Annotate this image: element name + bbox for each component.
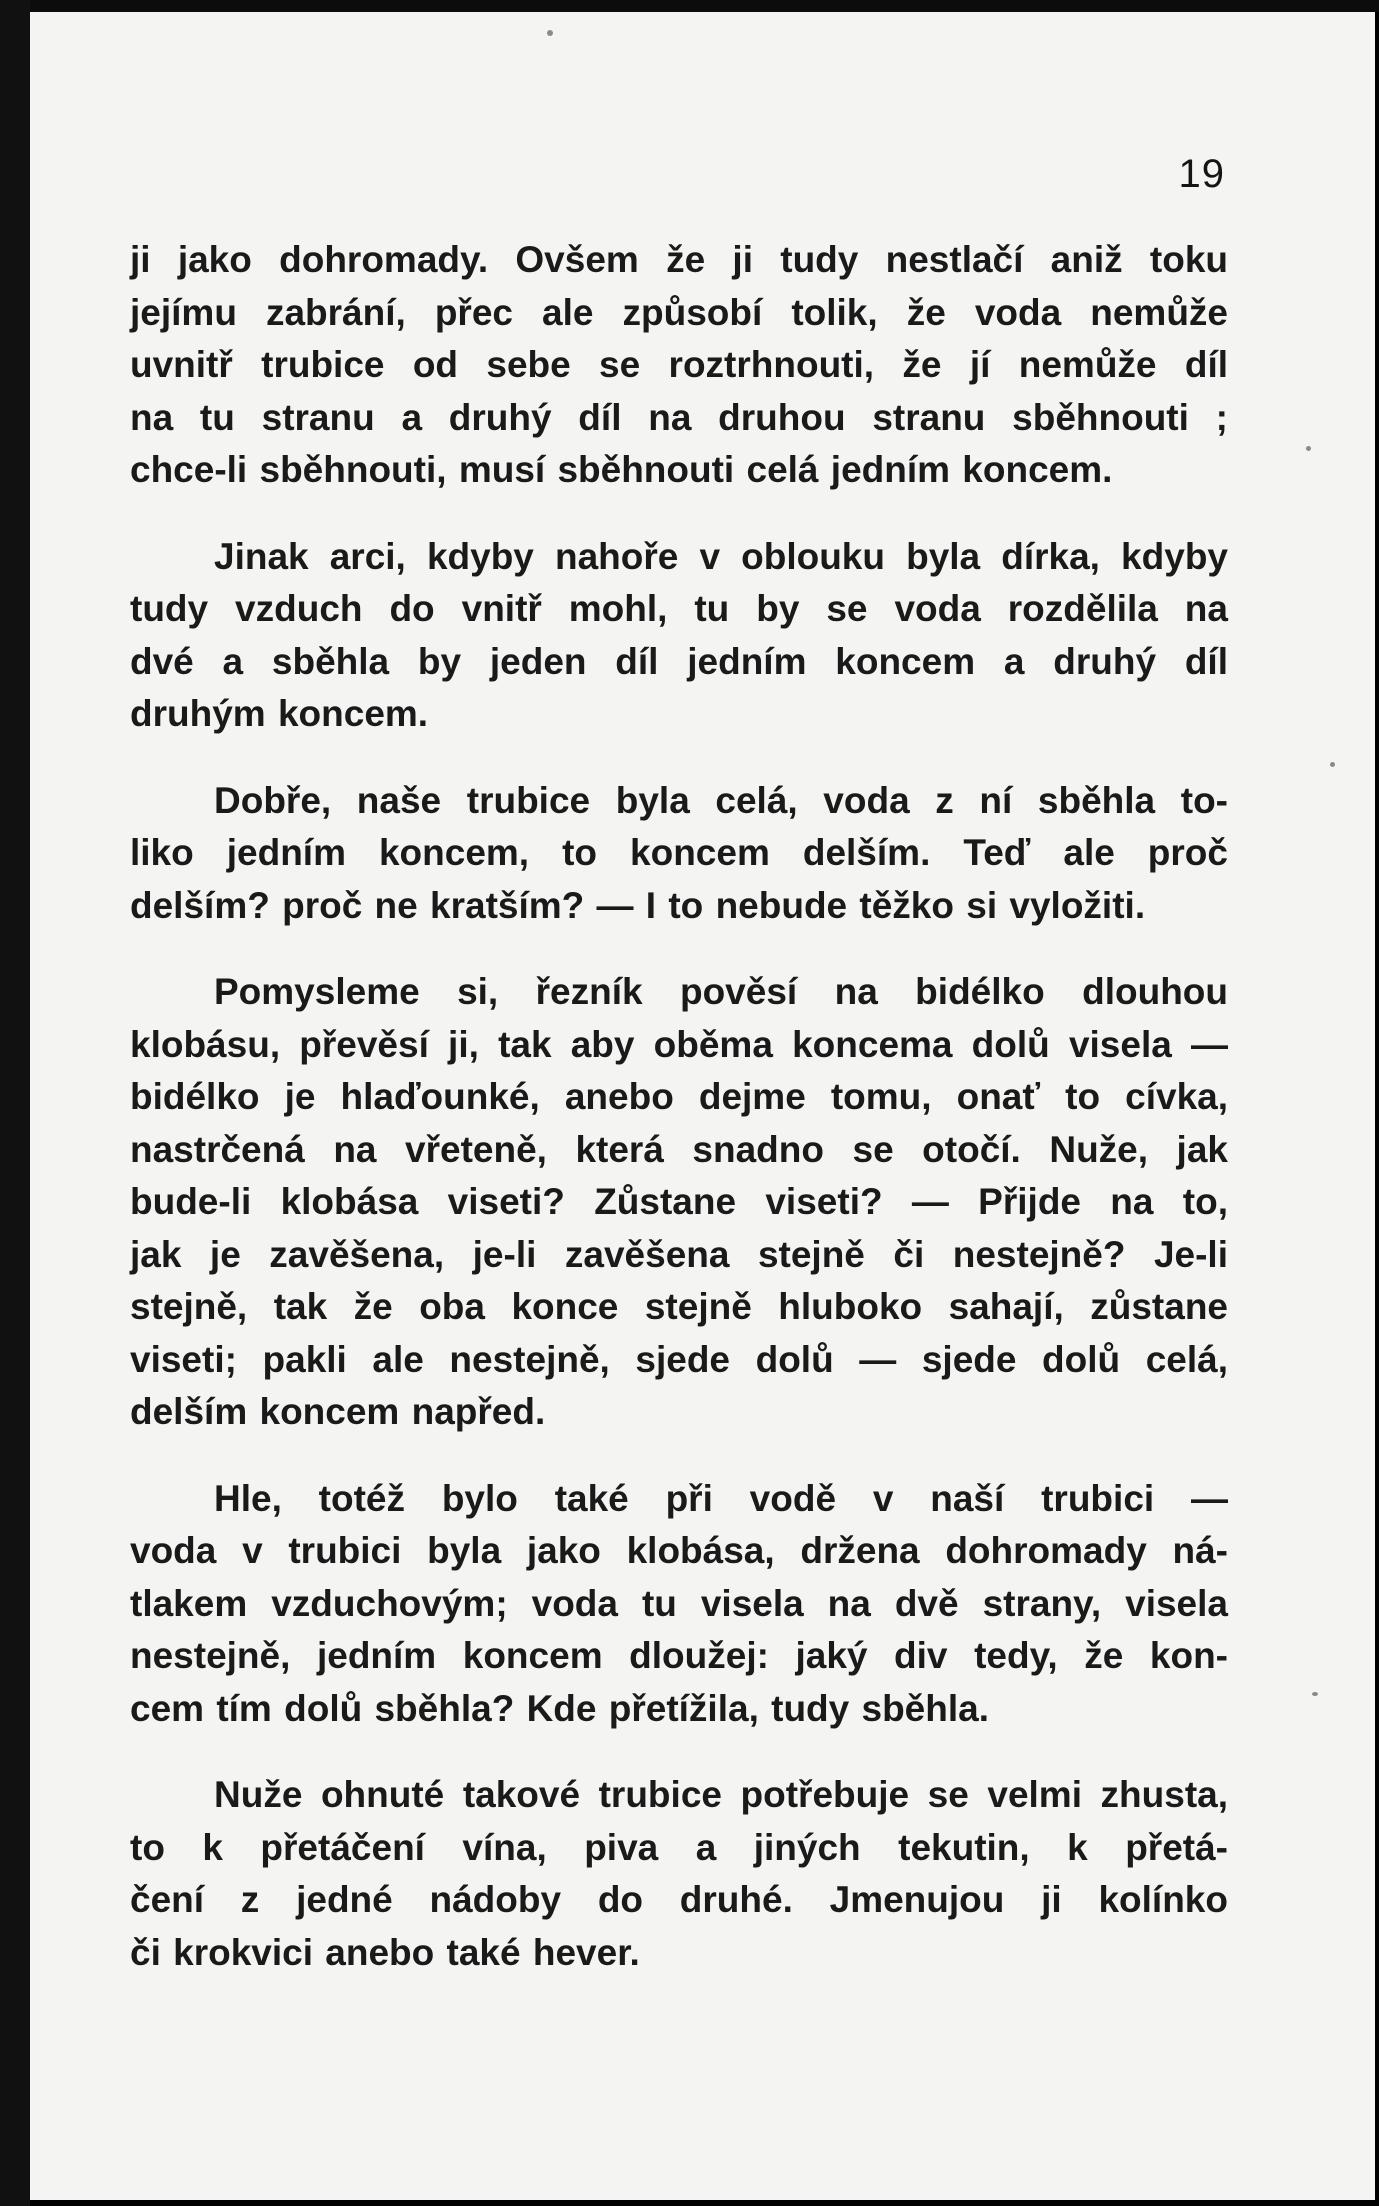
ink-speck (547, 30, 553, 36)
text-line: delším koncem napřed. (130, 1391, 546, 1432)
text-line: voda v trubici byla jako klobása, držena dohromady ná- (130, 1530, 1228, 1571)
page-number: 19 (1178, 152, 1225, 196)
body-text (130, 234, 1228, 2013)
paragraph-2 (130, 531, 1228, 741)
text-line: druhým koncem. (130, 693, 429, 734)
text-line: nastrčená na vřeteně, která snadno se otočí. Nuže, jak (130, 1128, 1228, 1170)
text-line: chce-li sběhnouti, musí sběhnouti celá jedním koncem. (130, 449, 1113, 490)
text-line: bidélko je hlaďounké, anebo dejme tomu, onať to cívka, (130, 1076, 1228, 1117)
page-left-edge (0, 0, 30, 2206)
text-line: Dobře, naše trubice byla celá, voda z ní sběhla to- (214, 779, 1228, 821)
paragraph-6 (130, 1769, 1228, 1979)
text-line: Pomysleme si, řezník pověsí na bidélko dlouhou (214, 971, 1228, 1012)
text-line: delším? proč ne kratším? — I to nebude těžko si vyložiti. (130, 884, 1146, 926)
text-line: bude-li klobása viseti? Zůstane viseti? — Přijde na to, (130, 1181, 1228, 1222)
text-line: tudy vzduch do vnitř mohl, tu by se voda rozdělila na (130, 588, 1228, 629)
text-line: liko jedním koncem, to koncem delším. Teď ale proč (130, 832, 1228, 873)
text-line: Hle, totéž bylo také při vodě v naší trubici — (214, 1477, 1228, 1519)
text-line: Nuže ohnuté takové trubice potřebuje se velmi zhusta, (214, 1774, 1228, 1815)
text-line: či krokvici anebo také hever. (130, 1931, 640, 1973)
text-line: uvnitř trubice od sebe se roztrhnouti, že jí nemůže díl (130, 344, 1228, 385)
ink-speck (1330, 762, 1335, 767)
text-line: ji jako dohromady. Ovšem že ji tudy nestlačí aniž toku (130, 239, 1228, 280)
text-line: čení z jedné nádoby do druhé. Jmenujou ji kolínko (130, 1879, 1228, 1920)
text-line: nestejně, jedním koncem dloužej: jaký div tedy, že kon- (130, 1635, 1228, 1676)
text-line: klobásu, převěsí ji, tak aby oběma koncema dolů visela — (130, 1023, 1228, 1065)
text-line: jejímu zabrání, přec ale způsobí tolik, že voda nemůže (130, 291, 1228, 333)
text-line: na tu stranu a druhý díl na druhou stranu sběhnouti ; (130, 396, 1228, 438)
ink-speck (1312, 1692, 1318, 1696)
paragraph-1 (130, 234, 1228, 497)
book-page (30, 12, 1375, 2200)
text-line: jak je zavěšena, je-li zavěšena stejně či nestejně? Je-li (130, 1233, 1228, 1275)
paragraph-4 (130, 966, 1228, 1439)
paragraph-5 (130, 1473, 1228, 1736)
text-line: stejně, tak že oba konce stejně hluboko sahají, zůstane (130, 1286, 1228, 1327)
paragraph-3 (130, 775, 1228, 933)
ink-speck (1306, 446, 1311, 451)
text-line: viseti; pakli ale nestejně, sjede dolů — sjede dolů celá, (130, 1338, 1228, 1380)
text-line: to k přetáčení vína, piva a jiných tekutin, k přetá- (130, 1826, 1228, 1868)
page-top-edge (0, 0, 1379, 12)
text-line: tlakem vzduchovým; voda tu visela na dvě strany, visela (130, 1582, 1228, 1624)
text-line: cem tím dolů sběhla? Kde přetížila, tudy sběhla. (130, 1687, 990, 1729)
text-line: Jinak arci, kdyby nahoře v oblouku byla dírka, kdyby (214, 535, 1228, 577)
text-line: dvé a sběhla by jeden díl jedním koncem a druhý díl (130, 640, 1228, 682)
